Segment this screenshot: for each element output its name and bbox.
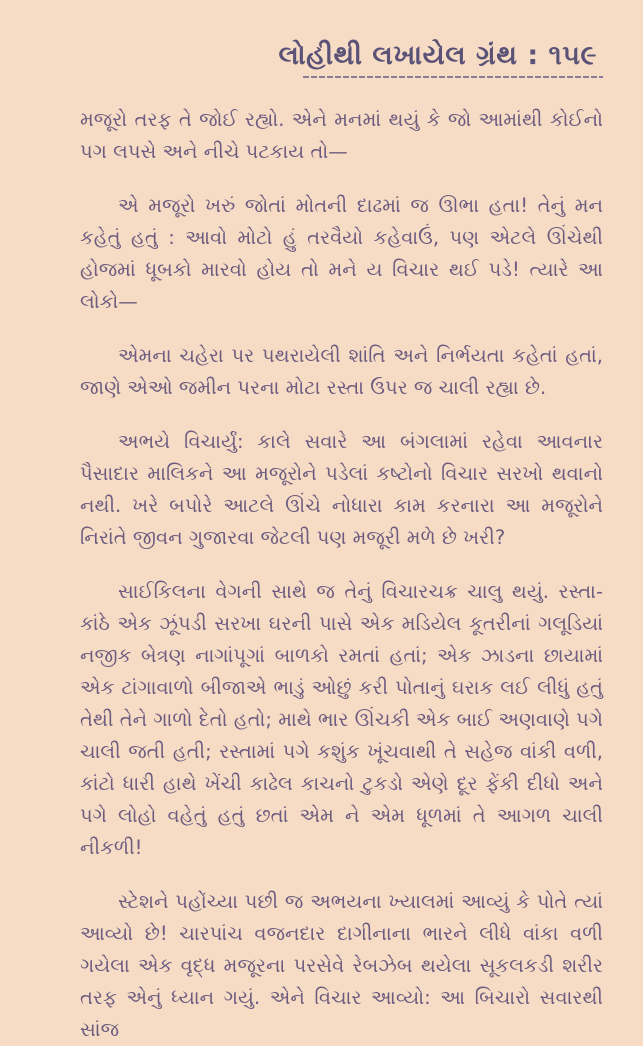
paragraph-5: સાઈકિલના વેગની સાથે જ તેનું વિચારચક્ર ચાલુ થયું. રસ્તા-કાંઠે એક ઝૂંપડી સરખા ઘરની પાસે એક મડિયેલ કૂતરીનાં ગલૂડિયાં નજીક બેત્રણ નાગાંપૂગાં બાળકો રમતાં હતાં; એક ઝાડના છાયામાં એક ટાંગાવાળો બીજાએ ભાડું ઓછું કરી પોતાનું ઘરાક લઈ લીધું હતું તેથી તેને ગાળો દેતો હતો; માથે ભાર ઊંચકી એક બાઈ અણવાણે પગે ચાલી જતી હતી; રસ્તામાં પગે કશુંક ખૂંચવાથી તે સહેજ વાંકી વળી, કાંટો ધારી હાથે ખેંચી કાઢેલ કાચનો ટુકડો એણે દૂર ફેંકી દીધો અને પગે લોહો વહેતું હતું છતાં એમ ને એમ ધૂળમાં તે આગળ ચાલી નીકળી! bbox=[80, 580, 603, 859]
paragraph-3: એમના ચહેરા પર પથરાયેલી શાંતિ અને નિર્ભયતા કહેતાં હતાં, જાણે એઓ જમીન પરના મોટા રસ્તા ઉપર જ ચાલી રહ્યા છે. bbox=[80, 344, 603, 399]
paragraph-2: એ મજૂરો ખરું જોતાં મોતની દાઢમાં જ ઊભા હતા! તેનું મન કહેતું હતું : આવો મોટો હું તરવૈયો કહેવાઉં, પણ એટલે ઊંચેથી હોજમાં ધૂબકો મારવો હોય તો મને ય વિચાર થઈ પડે! ત્યારે આ લોકો— bbox=[80, 194, 603, 313]
paragraph-1: મજૂરો તરફ તે જોઈ રહ્યો. એને મનમાં થયું કે જો આમાંથી કોઈનો પગ લપસે અને નીચે પટકાય તો— bbox=[80, 108, 603, 163]
body-text bbox=[80, 104, 603, 1046]
paragraph-6: સ્ટેશને પહોંચ્યા પછી જ અભયના ખ્યાલમાં આવ્યું કે પોતે ત્યાં આવ્યો છે! ચારપાંચ વજનદાર દાગીનાના ભારને લીધે વાંકા વળી ગયેલા એક વૃદ્ધ મજૂરના પરસેવે રેબઝેબ થયેલા સૂકલકડી શરીર તરફ એનું ધ્યાન ગયું. એને વિચાર આવ્યો: આ બિચારો સવારથી સાંજ bbox=[80, 890, 603, 1041]
running-head: લોહીથી લખાયેલ ગ્રંથ : ૧૫૯ bbox=[278, 40, 597, 71]
paragraph-4: અભયે વિચાર્યું: કાલે સવારે આ બંગલામાં રહેવા આવનાર પૈસાદાર માલિકને આ મજૂરોને પડેલાં કષ્ટોનો વિચાર સરખો થવાનો નથી. ખરે બપોરે આટલે ઊંચે નોધારા કામ કરનારા આ મજૂરોને નિરાંતે જીવન ગુજારવા જેટલી પણ મજૂરી મળે છે ખરી? bbox=[80, 430, 603, 549]
header-underline bbox=[303, 76, 603, 78]
